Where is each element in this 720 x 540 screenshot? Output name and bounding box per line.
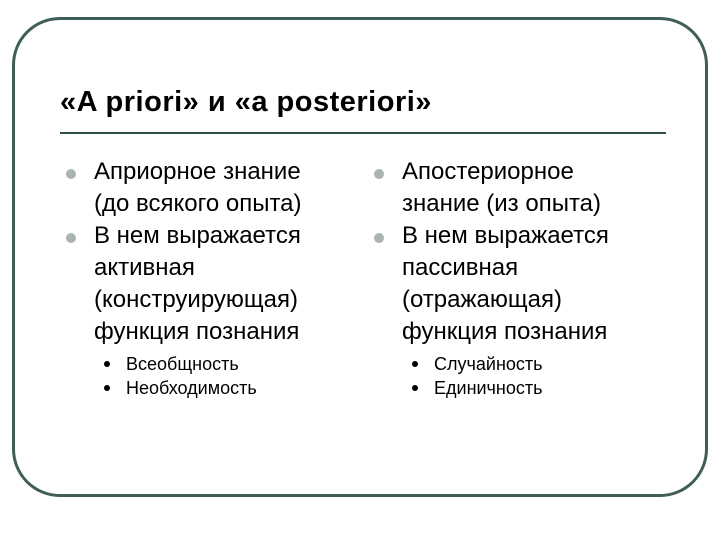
dot-bullet-icon xyxy=(412,385,418,391)
sub-list-item xyxy=(370,352,640,376)
right-column xyxy=(370,156,640,400)
sub-list-item-text: Единичность xyxy=(434,378,543,398)
left-column xyxy=(62,156,332,400)
sub-list-item xyxy=(62,376,332,400)
dot-bullet-icon xyxy=(104,385,110,391)
list-item-text: Апостериорное знание (из опыта) xyxy=(402,158,602,217)
list-item-text: Априорное знание (до всякого опыта) xyxy=(94,158,302,217)
dot-bullet-icon xyxy=(104,361,110,367)
sub-list-item-text: Необходимость xyxy=(126,378,257,398)
circle-bullet-icon xyxy=(66,233,76,243)
list-item xyxy=(62,220,332,348)
circle-bullet-icon xyxy=(66,169,76,179)
sub-list-item xyxy=(370,376,640,400)
list-item xyxy=(370,156,640,220)
dot-bullet-icon xyxy=(412,361,418,367)
sub-list-item xyxy=(62,352,332,376)
sub-list-item-text: Случайность xyxy=(434,354,543,374)
list-item-text: В нем выражается пассивная (отражающая) функция познания xyxy=(402,222,609,345)
list-item xyxy=(370,220,640,348)
slide-title: «A priori» и «a posteriori» xyxy=(60,86,432,118)
list-item-text: В нем выражается активная (конструирующая) функция познания xyxy=(94,222,301,345)
circle-bullet-icon xyxy=(374,233,384,243)
title-divider xyxy=(60,132,666,134)
list-item xyxy=(62,156,332,220)
circle-bullet-icon xyxy=(374,169,384,179)
sub-list-item-text: Всеобщность xyxy=(126,354,239,374)
